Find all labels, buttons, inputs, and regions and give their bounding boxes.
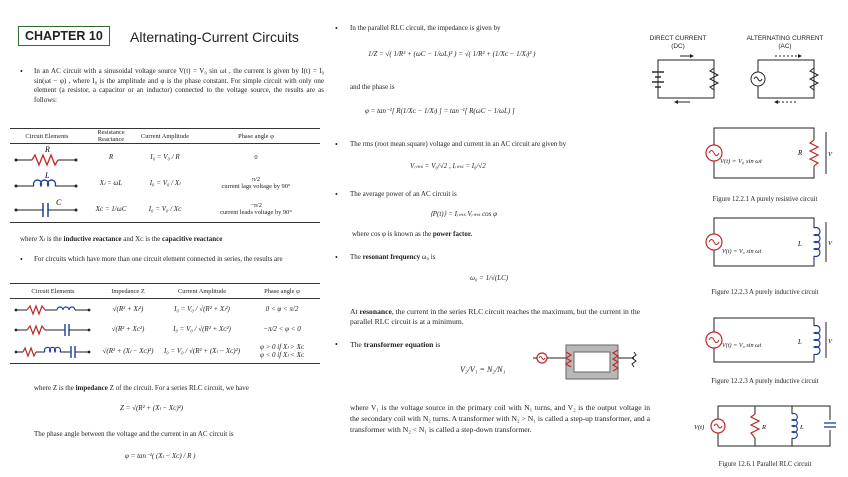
phase-is-text: and the phase is — [350, 83, 395, 91]
table2-impedance-rl: √(R² + Xₗ²) — [112, 305, 144, 313]
resistor-symbol — [12, 144, 82, 168]
table1-header-current: Current Amplitude — [138, 129, 192, 144]
parallel-intro: In the parallel RLC circuit, the impedance is given by — [350, 24, 501, 32]
fig3-caption: Figure 12.2.3 A purely inductive circuit — [711, 378, 819, 385]
phase-angle-equation: φ = tan⁻¹( (Xₗ − Xᴄ) / R ) — [125, 452, 196, 460]
impedance-definition: where Z is the impedance Z of the circuit. For a series RLC circuit, we have — [34, 384, 249, 392]
rl-series-symbol — [13, 299, 93, 317]
svg-text:C: C — [56, 198, 62, 207]
table2-phase-rc: −π/2 < φ < 0 — [263, 325, 301, 333]
table1-current-l: I₀ = V₀ / Xₗ — [149, 179, 181, 187]
chapter-label: CHAPTER 10 — [18, 26, 110, 46]
parallel-rlc-diagram — [680, 398, 840, 456]
resonant-equation: ω₀ = 1/√(LC) — [470, 274, 509, 282]
table-row — [10, 319, 320, 339]
table2-phase-rlc-1: φ > 0 if Xₗ > Xᴄ — [259, 342, 305, 351]
fig2-voltage-label: V(t) = V₀ sin ωt — [722, 248, 762, 255]
table2-current-rlc: I₀ = V₀ / √(R² + (Xₗ − Xᴄ)²) — [163, 346, 241, 355]
intro-paragraph: In an AC circuit with a sinusoidal voltage source V(t) = V₀ sin ωt , the current is given by I(t) = I₀ sin(ωt − φ) , where I₀ is the amplitude and φ is the phase constant. For simple circuit with only one element (a resistor, a capacitor or an inductor) connected to the voltage source, the results are as follows: — [34, 67, 324, 104]
inductor-symbol — [12, 170, 82, 194]
table1-phase-c: −π/2 — [250, 202, 262, 209]
series-table — [10, 283, 320, 364]
svg-text:V: V — [828, 338, 832, 345]
resistive-circuit-diagram — [700, 120, 840, 190]
fig1-caption: Figure 12.2.1 A purely resistive circuit — [712, 196, 818, 203]
table1-current-r: I₀ = V₀ / R — [150, 153, 180, 161]
table2-impedance-rc: √(R² + Xᴄ²) — [111, 325, 145, 333]
inductive-circuit-diagram-2 — [700, 312, 840, 372]
power-factor-text: where cos φ is known as the power factor. — [352, 230, 473, 238]
rms-intro: The rms (root mean square) voltage and current in an AC circuit are given by — [350, 140, 567, 148]
table1-header-reactance: Resistance Reactance — [84, 129, 138, 144]
svg-text:V(t): V(t) — [694, 424, 705, 431]
phase-angle-text: The phase angle between the voltage and the current in an AC circuit is — [34, 430, 234, 438]
svg-text:L: L — [798, 338, 802, 346]
fig2-caption: Figure 12.2.3 A purely inductive circuit — [711, 289, 819, 296]
table-row — [10, 339, 320, 363]
power-equation: ⟨P(t)⟩ = Iᵣₘₛ Vᵣₘₛ cos φ — [430, 210, 498, 218]
table1-phase-l: π/2 — [251, 176, 261, 183]
parallel-impedance-equation: 1/Z = √( 1/R² + (ωC − 1/ωL)² ) = √( 1/R² + (1/Xᴄ − 1/Xₗ)² ) — [368, 50, 536, 58]
series-impedance-equation: Z = √(R² + (Xₗ − Xᴄ)²) — [120, 404, 184, 412]
rms-equation: Vᵣₘₛ = V₀/√2 , Iᵣₘₛ = I₀/√2 — [410, 162, 486, 170]
dc-label: DIRECT CURRENT (DC) — [649, 35, 707, 50]
capacitor-symbol — [12, 196, 82, 220]
table-row — [10, 196, 320, 223]
inductive-circuit-diagram — [700, 210, 840, 276]
table1-note-c: current leads voltage by 90° — [220, 209, 292, 216]
fig3-voltage-label: V(t) = V₀ sin ωt — [722, 342, 762, 349]
power-intro: The average power of an AC circuit is — [350, 190, 457, 198]
resonant-intro: The resonant frequency ω₀ is — [350, 253, 436, 261]
rlc-series-symbol — [13, 341, 93, 359]
table1-reactance-l: Xₗ = ωL — [99, 179, 123, 187]
table2-impedance-rlc: √(R² + (Xₗ − Xᴄ)²) — [102, 346, 154, 355]
reactance-definition: where Xₗ is the inductive reactance and Xᴄ is the capacitive reactance — [20, 235, 223, 243]
table2-header-phase: Phase angle φ — [244, 284, 320, 299]
table1-header-elements: Circuit Elements — [10, 129, 84, 144]
table2-current-rl: I₀ = V₀ / √(R² + Xₗ²) — [174, 305, 230, 313]
table2-phase-rl: 0 < φ < π/2 — [265, 305, 299, 313]
svg-text:V: V — [828, 240, 832, 247]
table1-reactance-c: Xᴄ = 1/ωC — [95, 205, 127, 213]
parallel-phase-equation: φ = tan⁻¹[ R(1/Xᴄ − 1/Xₗ) ] = tan⁻¹[ R(ωC − 1/ωL) ] — [365, 107, 515, 115]
svg-text:L: L — [45, 171, 50, 180]
table2-header-elements: Circuit Elements — [10, 284, 96, 299]
table1-phase-r: 0 — [254, 153, 258, 161]
rc-series-symbol — [13, 319, 93, 337]
fig4-caption: Figure 12.6.1 Parallel RLC circuit — [718, 461, 812, 468]
series-intro: For circuits which have more than one circuit element connected in series, the results are — [34, 255, 283, 263]
table2-current-rc: I₀ = V₀ / √(R² + Xᴄ²) — [173, 325, 231, 333]
fig1-voltage-label: V(t) = V₀ sin ωt — [720, 158, 762, 165]
table2-header-current: Current Amplitude — [160, 284, 244, 299]
table2-header-impedance: Impedance Z — [96, 284, 160, 299]
ac-label: ALTERNATING CURRENT (AC) — [746, 35, 824, 50]
svg-text:R: R — [762, 424, 766, 431]
table1-header-phase: Phase angle φ — [192, 129, 320, 144]
table1-current-c: I₀ = V₀ / Xᴄ — [148, 205, 182, 213]
svg-text:V: V — [828, 151, 832, 158]
table-row — [10, 144, 320, 171]
dc-ac-diagram — [650, 54, 830, 106]
table1-reactance-r: R — [108, 153, 114, 161]
svg-text:L: L — [798, 240, 802, 248]
transformer-equation: V₂/V₁ = N₂/N₁ — [460, 365, 506, 374]
resonance-text: At resonance, the current in the series RLC circuit reaches the maximum, but the current in the parallel RLC circuit is at a minimum. — [350, 307, 641, 326]
table2-phase-rlc-2: φ < 0 if Xₗ < Xᴄ — [259, 350, 305, 359]
single-element-table — [10, 128, 320, 223]
transformer-text: where V₁ is the voltage source in the primary coil with N₁ turns, and V₂ is the output voltage in the secondary coil with N₂ turns. A transformer with N₂ > N₁ is called a step-up transformer, and a transformer with N₂ < N₁ is called a step-down transformer. — [350, 403, 650, 434]
table1-note-l: current lags voltage by 90° — [221, 183, 291, 190]
chapter-title: Alternating-Current Circuits — [130, 29, 299, 45]
svg-text:L: L — [800, 424, 804, 431]
transformer-diagram — [530, 340, 655, 386]
svg-text:R: R — [798, 149, 803, 157]
svg-text:R: R — [45, 145, 50, 154]
table-row — [10, 170, 320, 196]
table-row — [10, 299, 320, 320]
transformer-intro: The transformer equation is — [350, 340, 441, 349]
